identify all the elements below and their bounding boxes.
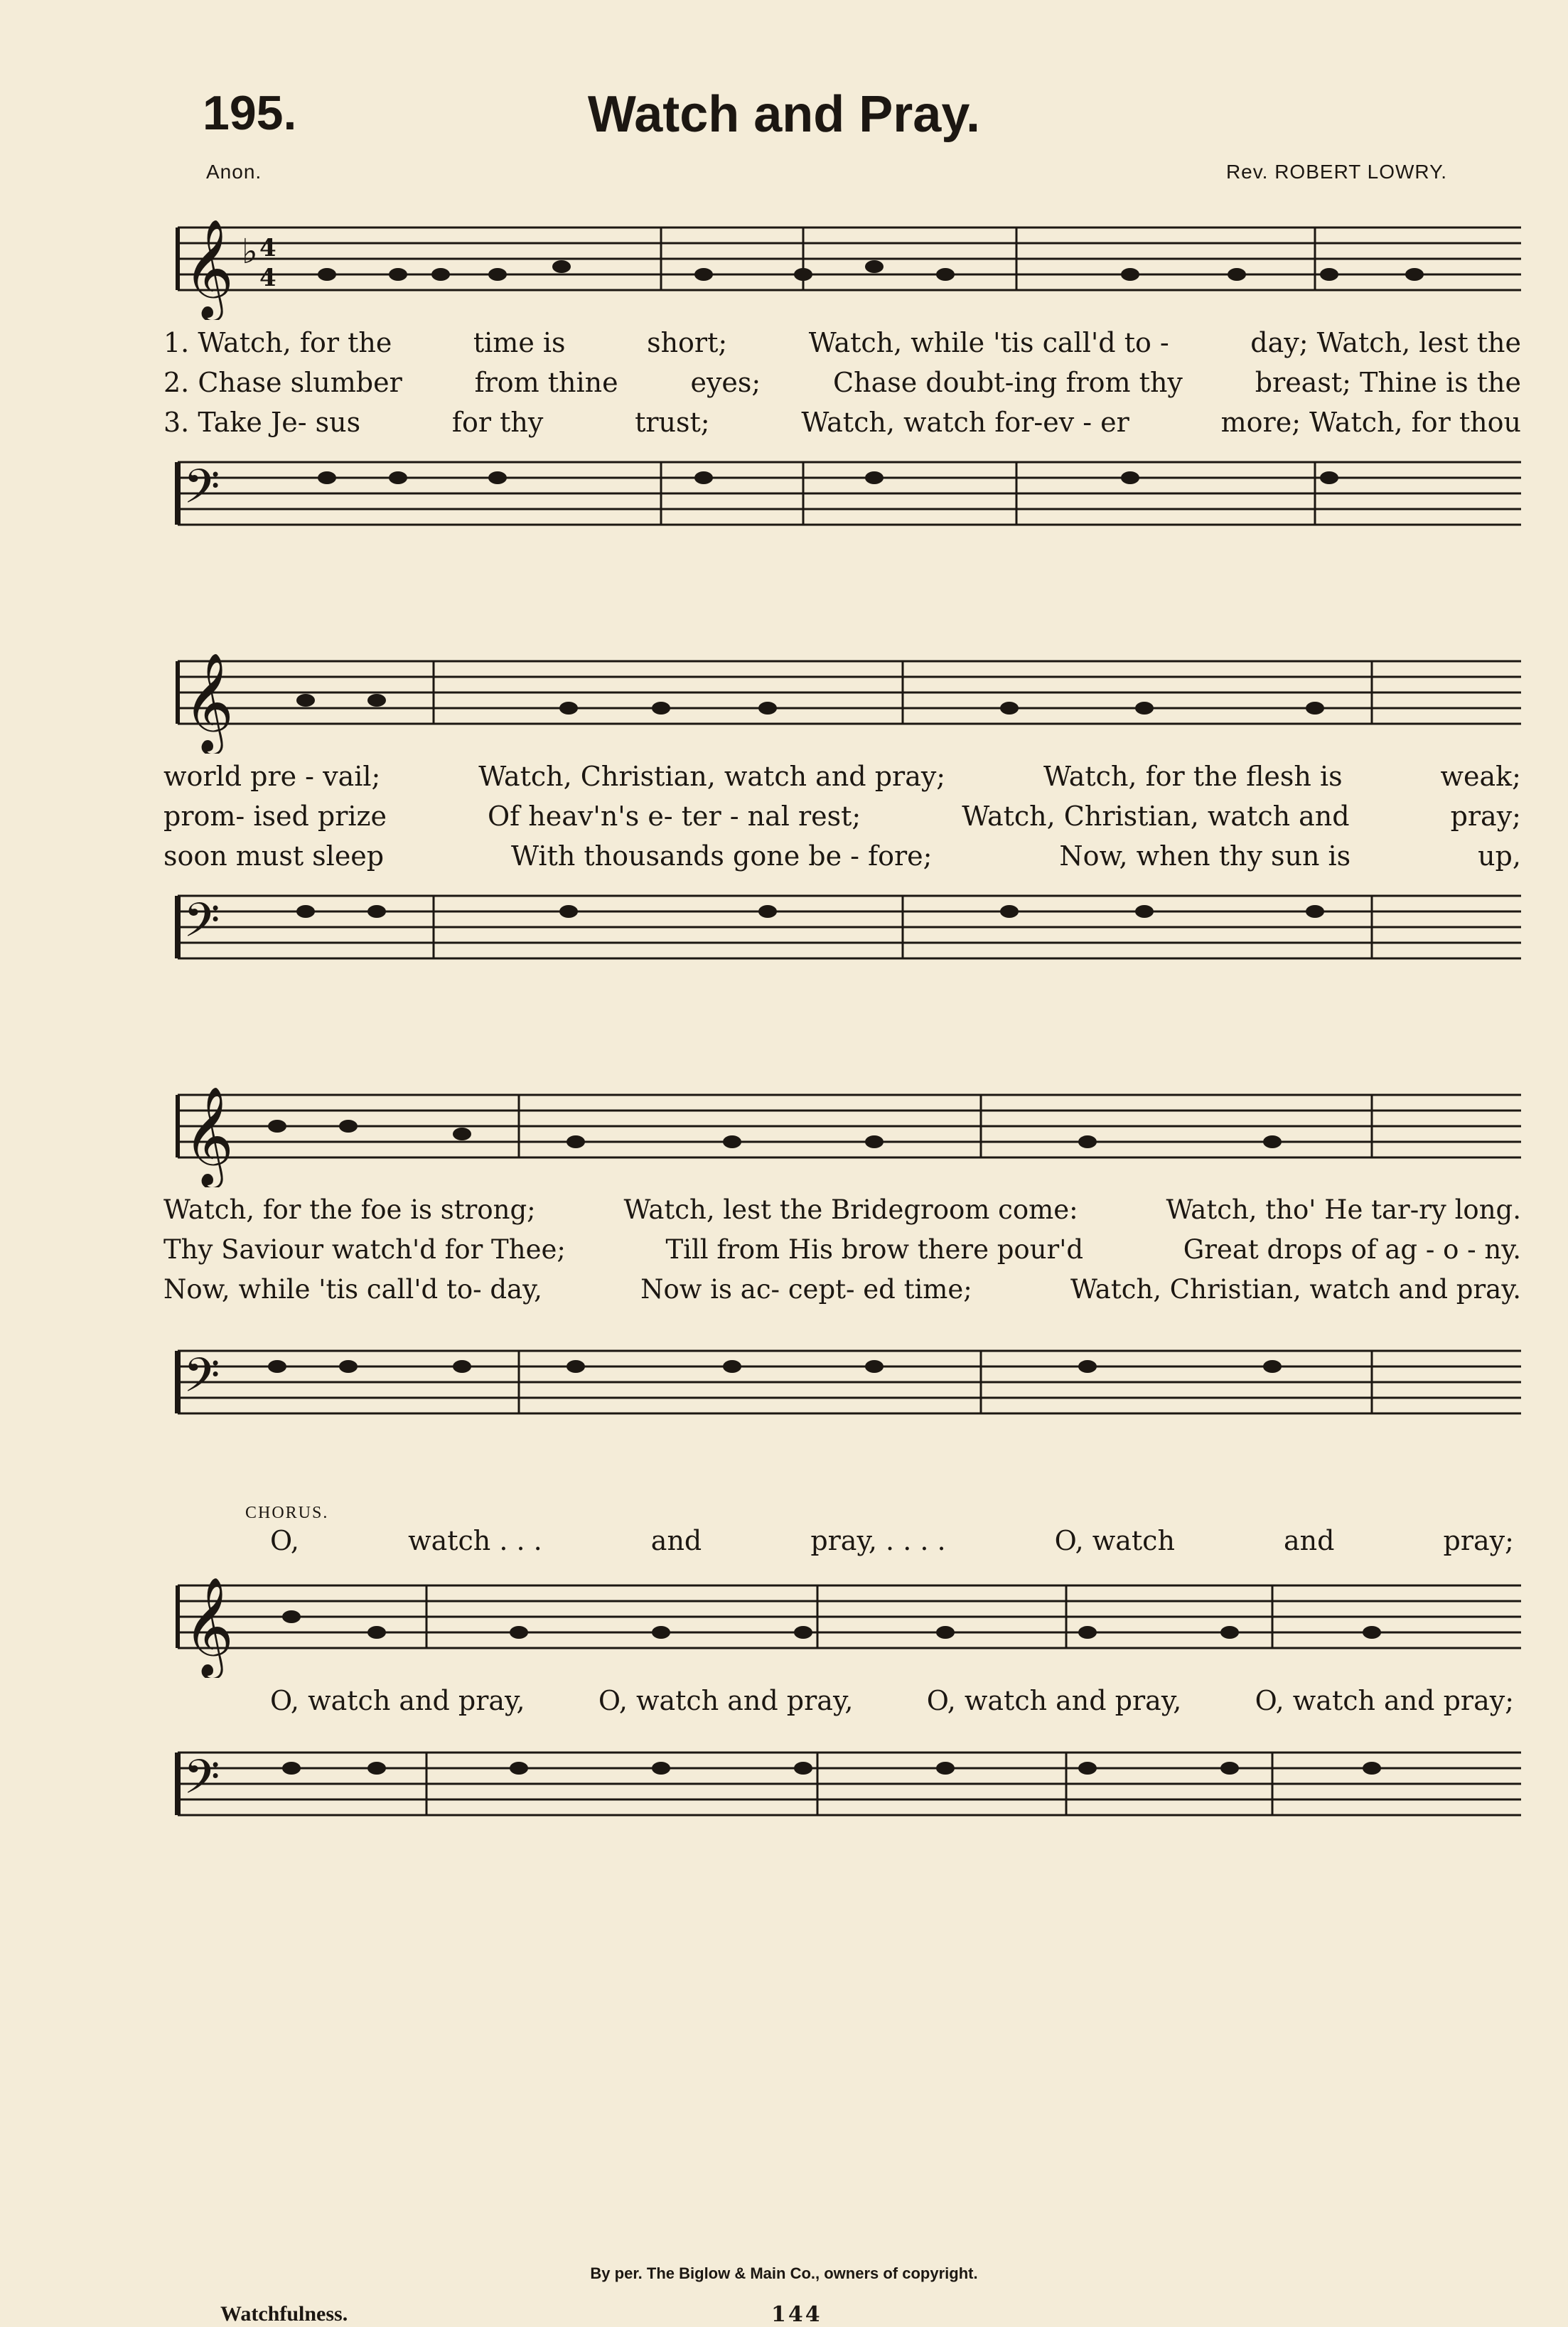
bass-clef-icon: 𝄢 (183, 893, 220, 959)
music-system-1 (163, 206, 1521, 525)
verse-line-1: Watch, for the foe is strong; Watch, lest the Bridegroom come: Watch, tho' He tar-ry long. (163, 1194, 1521, 1225)
treble-clef-icon: 𝄞 (183, 1086, 234, 1185)
verse-line-2: 2. Chase slumber from thine eyes; Chase doubt-ing from thy breast; Thine is the (163, 367, 1521, 398)
bass-clef-icon: 𝄢 (183, 459, 220, 525)
treble-staff (163, 640, 1521, 754)
verse-line-3: 3. Take Je- sus for thy trust; Watch, watch for-ev - er more; Watch, for thou (163, 407, 1521, 438)
bass-clef-icon: 𝄢 (183, 1348, 220, 1414)
music-credit: Rev. ROBERT LOWRY. (1225, 161, 1447, 183)
copyright-notice: By per. The Biglow & Main Co., owners of copyright. (590, 2264, 978, 2282)
bass-staff (163, 1330, 1521, 1443)
treble-staff-lines (163, 206, 1521, 320)
treble-notes (318, 260, 1424, 281)
verse-line-3: Now, while 'tis call'd to- day, Now is ac- cept- ed time; Watch, Christian, watch and pray. (163, 1274, 1521, 1305)
bass-clef-icon: 𝄢 (183, 1750, 220, 1816)
verse-line-2: prom- ised prize Of heav'n's e- ter - nal rest; Watch, Christian, watch and pray; (163, 801, 1521, 832)
chorus-treble-words: O, watch . . . and pray, . . . . O, watch and pray; (270, 1525, 1514, 1556)
treble-staff (163, 206, 1521, 320)
chorus-treble-staff (163, 1564, 1521, 1678)
hymn-number: 195. (203, 86, 297, 140)
bass-staff (163, 874, 1521, 988)
page-number: 144 (771, 2302, 822, 2327)
verse-line-1: 1. Watch, for the time is short; Watch, while 'tis call'd to - day; Watch, lest the (163, 327, 1521, 358)
music-system-3 (163, 1074, 1521, 1414)
chorus-label: CHORUS. (245, 1504, 329, 1522)
bass-staff-lines (163, 441, 1521, 555)
svg-text:4: 4 (259, 234, 276, 262)
treble-clef-icon: 𝄞 (183, 653, 234, 751)
verse-line-1: world pre - vail; Watch, Christian, watch and pray; Watch, for the flesh is weak; (163, 761, 1521, 792)
verse-line-2: Thy Saviour watch'd for Thee; Till from His brow there pour'd Great drops of ag - o - ny. (163, 1234, 1521, 1265)
verse-line-3: soon must sleep With thousands gone be - fore; Now, when thy sun is up, (163, 840, 1521, 872)
hymn-title: Watch and Pray. (587, 86, 981, 143)
chorus-bass-staff (163, 1731, 1521, 1845)
svg-text:4: 4 (259, 264, 276, 292)
music-system-2 (163, 640, 1521, 959)
bass-staff (163, 441, 1521, 555)
treble-clef-icon: 𝄞 (183, 219, 234, 318)
chorus-bass-words: O, watch and pray, O, watch and pray, O, watch and pray, O, watch and pray; (270, 1685, 1514, 1716)
topic-label: Watchfulness. (220, 2302, 348, 2326)
svg-text:♭: ♭ (242, 232, 258, 272)
words-credit: Anon. (206, 161, 262, 183)
treble-clef-icon: 𝄞 (183, 1577, 234, 1676)
treble-staff (163, 1074, 1521, 1187)
